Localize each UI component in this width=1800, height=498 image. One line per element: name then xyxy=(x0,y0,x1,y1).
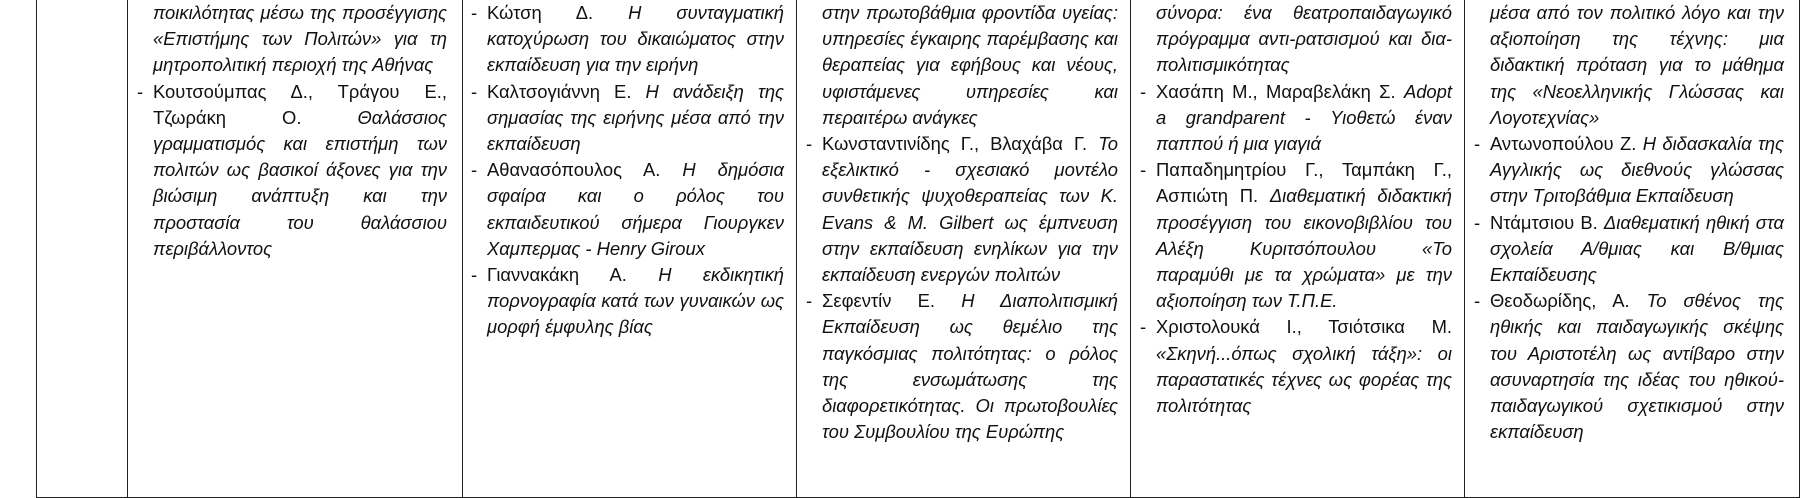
bullet-dash: - xyxy=(1474,133,1481,155)
paper-title: Το σθένος της ηθικής και παιδαγωγικής σκέψης του Αριστοτέλη ως αντίβαρο στην ασυναρτησία της ιδέας του ηθικού-παιδαγωγικού σχετικισμού στην εκπαίδευση xyxy=(1490,290,1784,443)
paper-entry xyxy=(137,79,447,262)
paper-title: Η εκδικητική πορνογραφία κατά των γυναικών ως μορφή έμφυλης βίας xyxy=(487,264,785,338)
paper-authors: Ντάμτσιου Β. xyxy=(1490,211,1604,233)
paper-authors: Παπαδημητρίου Γ., Ταμπάκη Γ., Ασπιώτη Π. xyxy=(1156,159,1452,207)
paper-title: μέσα από τον πολιτικό λόγο και την αξιοποίηση της τέχνης: μια διδακτική πρόταση για το μάθημα της «Νεοελληνικής Γλώσσας και Λογοτεχνίας» xyxy=(1490,2,1784,128)
paper-authors: Σεφεντίν Ε. xyxy=(822,290,962,312)
paper-title: Διαθεματική ηθική στα σχολεία Α/θμιας και Β/θμιας Εκπαίδευσης xyxy=(1490,211,1784,286)
paper-entry xyxy=(1140,157,1452,314)
papers-column-4 xyxy=(1140,0,1452,419)
paper-entry xyxy=(471,0,784,79)
bullet-dash: - xyxy=(471,2,478,23)
paper-authors: Καλτσογιάννη Ε. xyxy=(487,80,646,102)
paper-entry xyxy=(1474,131,1784,210)
bullet-dash: - xyxy=(1140,316,1147,338)
paper-entry xyxy=(1474,210,1784,289)
paper-title: Η ανάδειξη της σημασίας της ειρήνης μέσα από την εκπαίδευση xyxy=(487,80,784,155)
paper-title: Διαθεματική διδακτική προσέγγιση του εικονοβιβλίου του Αλέξη Κυριτσόπουλου «Το παραμύθι με τα χρώματα» με την αξιοποίηση των Τ.Π.Ε. xyxy=(1156,185,1453,312)
paper-title: Adopt a grandparent - Υιοθετώ έναν παππού ή μια γιαγιά xyxy=(1156,80,1452,155)
paper-entry xyxy=(471,262,784,341)
bullet-dash: - xyxy=(1140,159,1147,181)
paper-title: σύνορα: ένα θεατροπαιδαγωγικό πρόγραμμα αντι-ρατσισμού και δια-πολιτισμικότητας xyxy=(1156,2,1452,76)
paper-entry xyxy=(471,157,784,262)
paper-authors: Θεοδωρίδης, Α. xyxy=(1490,290,1647,312)
column-divider xyxy=(1464,0,1465,497)
column-divider xyxy=(462,0,463,497)
paper-entry xyxy=(137,0,447,79)
paper-title: Η δημόσια σφαίρα και ο ρόλος του εκπαιδευτικού σήμερα Γιουργκεν Χαμπερμας - Henry Giroux xyxy=(487,159,784,259)
paper-authors: Γιαννακάκη Α. xyxy=(487,264,659,286)
bullet-dash: - xyxy=(137,80,144,102)
paper-entry xyxy=(1474,0,1784,131)
paper-authors: Χασάπη Μ., Μαραβελάκη Σ. xyxy=(1156,80,1404,102)
paper-title: Η Διαπολιτισμική Εκπαίδευση ως θεμέλιο της παγκόσμιας πολιτότητας: ο ρόλος της ενσωμάτωσης της διαφορετικότητας. Οι πρωτοβουλίες του Συμβουλίου της Ευρώπης xyxy=(822,290,1118,443)
papers-column-2 xyxy=(471,0,784,341)
bullet-dash: - xyxy=(1140,80,1147,102)
paper-authors: Αθανασόπουλος Α. xyxy=(487,159,683,181)
paper-title: Το εξελικτικό - σχεσιακό μοντέλο συνθετικής ψυχοθεραπείας των K. Evans & M. Gilbert ως έμπνευση στην εκπαίδευση ενηλίκων για την εκπαίδευση ενεργών πολιτών xyxy=(822,133,1118,286)
paper-entry xyxy=(806,0,1118,131)
paper-authors: Κουτσούμπας Δ., Τράγου Ε., Τζωράκη Ο. xyxy=(153,80,447,128)
paper-title: στην πρωτοβάθμια φροντίδα υγείας: υπηρεσίες έγκαιρης παρέμβασης και θεραπείας για εφήβους και νέους, υφιστάμενες υπηρεσίες και περαιτέρω ανάγκες xyxy=(822,2,1118,128)
bullet-dash: - xyxy=(806,133,813,155)
papers-column-5 xyxy=(1474,0,1784,445)
paper-title: Η διδασκαλία της Αγγλικής ως διεθνούς γλώσσας στην Τριτοβάθμια Εκπαίδευση xyxy=(1490,133,1784,207)
paper-entry xyxy=(1140,314,1452,419)
paper-entry xyxy=(471,79,784,158)
column-divider xyxy=(1130,0,1131,497)
paper-entry xyxy=(1474,288,1784,445)
column-divider xyxy=(796,0,797,497)
paper-title: Θαλάσσιος γραμματισμός και επιστήμη των πολιτών ως βασικοί άξονες για την βιώσιμη ανάπτυξη και την προστασία του θαλάσσιου περιβάλλοντος xyxy=(153,106,447,259)
paper-authors: Χριστολουκά Ι., Τσιότσικα Μ. xyxy=(1156,316,1452,338)
paper-title: «Σκηνή...όπως σχολική τάξη»: οι παραστατικές τέχνες ως φορέας της πολιτότητας xyxy=(1156,342,1452,417)
column-divider xyxy=(127,0,128,497)
paper-title: ποικιλότητας μέσω της προσέγγισης «Επιστήμης των Πολιτών» για τη μητροπολιτική περιοχή της Αθήνας xyxy=(153,2,447,76)
papers-column-1 xyxy=(137,0,447,262)
bullet-dash: - xyxy=(471,80,478,102)
paper-authors: Κωνσταντινίδης Γ., Βλαχάβα Γ. xyxy=(822,133,1099,155)
bullet-dash: - xyxy=(806,290,813,312)
bullet-dash: - xyxy=(1474,211,1481,233)
paper-entry xyxy=(806,288,1118,445)
paper-entry xyxy=(1140,0,1452,79)
paper-authors: Κώτση Δ. xyxy=(487,2,629,23)
papers-column-3 xyxy=(806,0,1118,445)
bullet-dash: - xyxy=(471,159,478,181)
bullet-dash: - xyxy=(1474,290,1481,312)
bullet-dash: - xyxy=(471,264,478,286)
paper-title: Η συνταγματική κατοχύρωση του δικαιώματος στην εκπαίδευση για την ειρήνη xyxy=(487,2,784,76)
paper-entry xyxy=(806,131,1118,288)
paper-entry xyxy=(1140,79,1452,158)
paper-authors: Αντωνοπούλου Ζ. xyxy=(1490,133,1643,155)
